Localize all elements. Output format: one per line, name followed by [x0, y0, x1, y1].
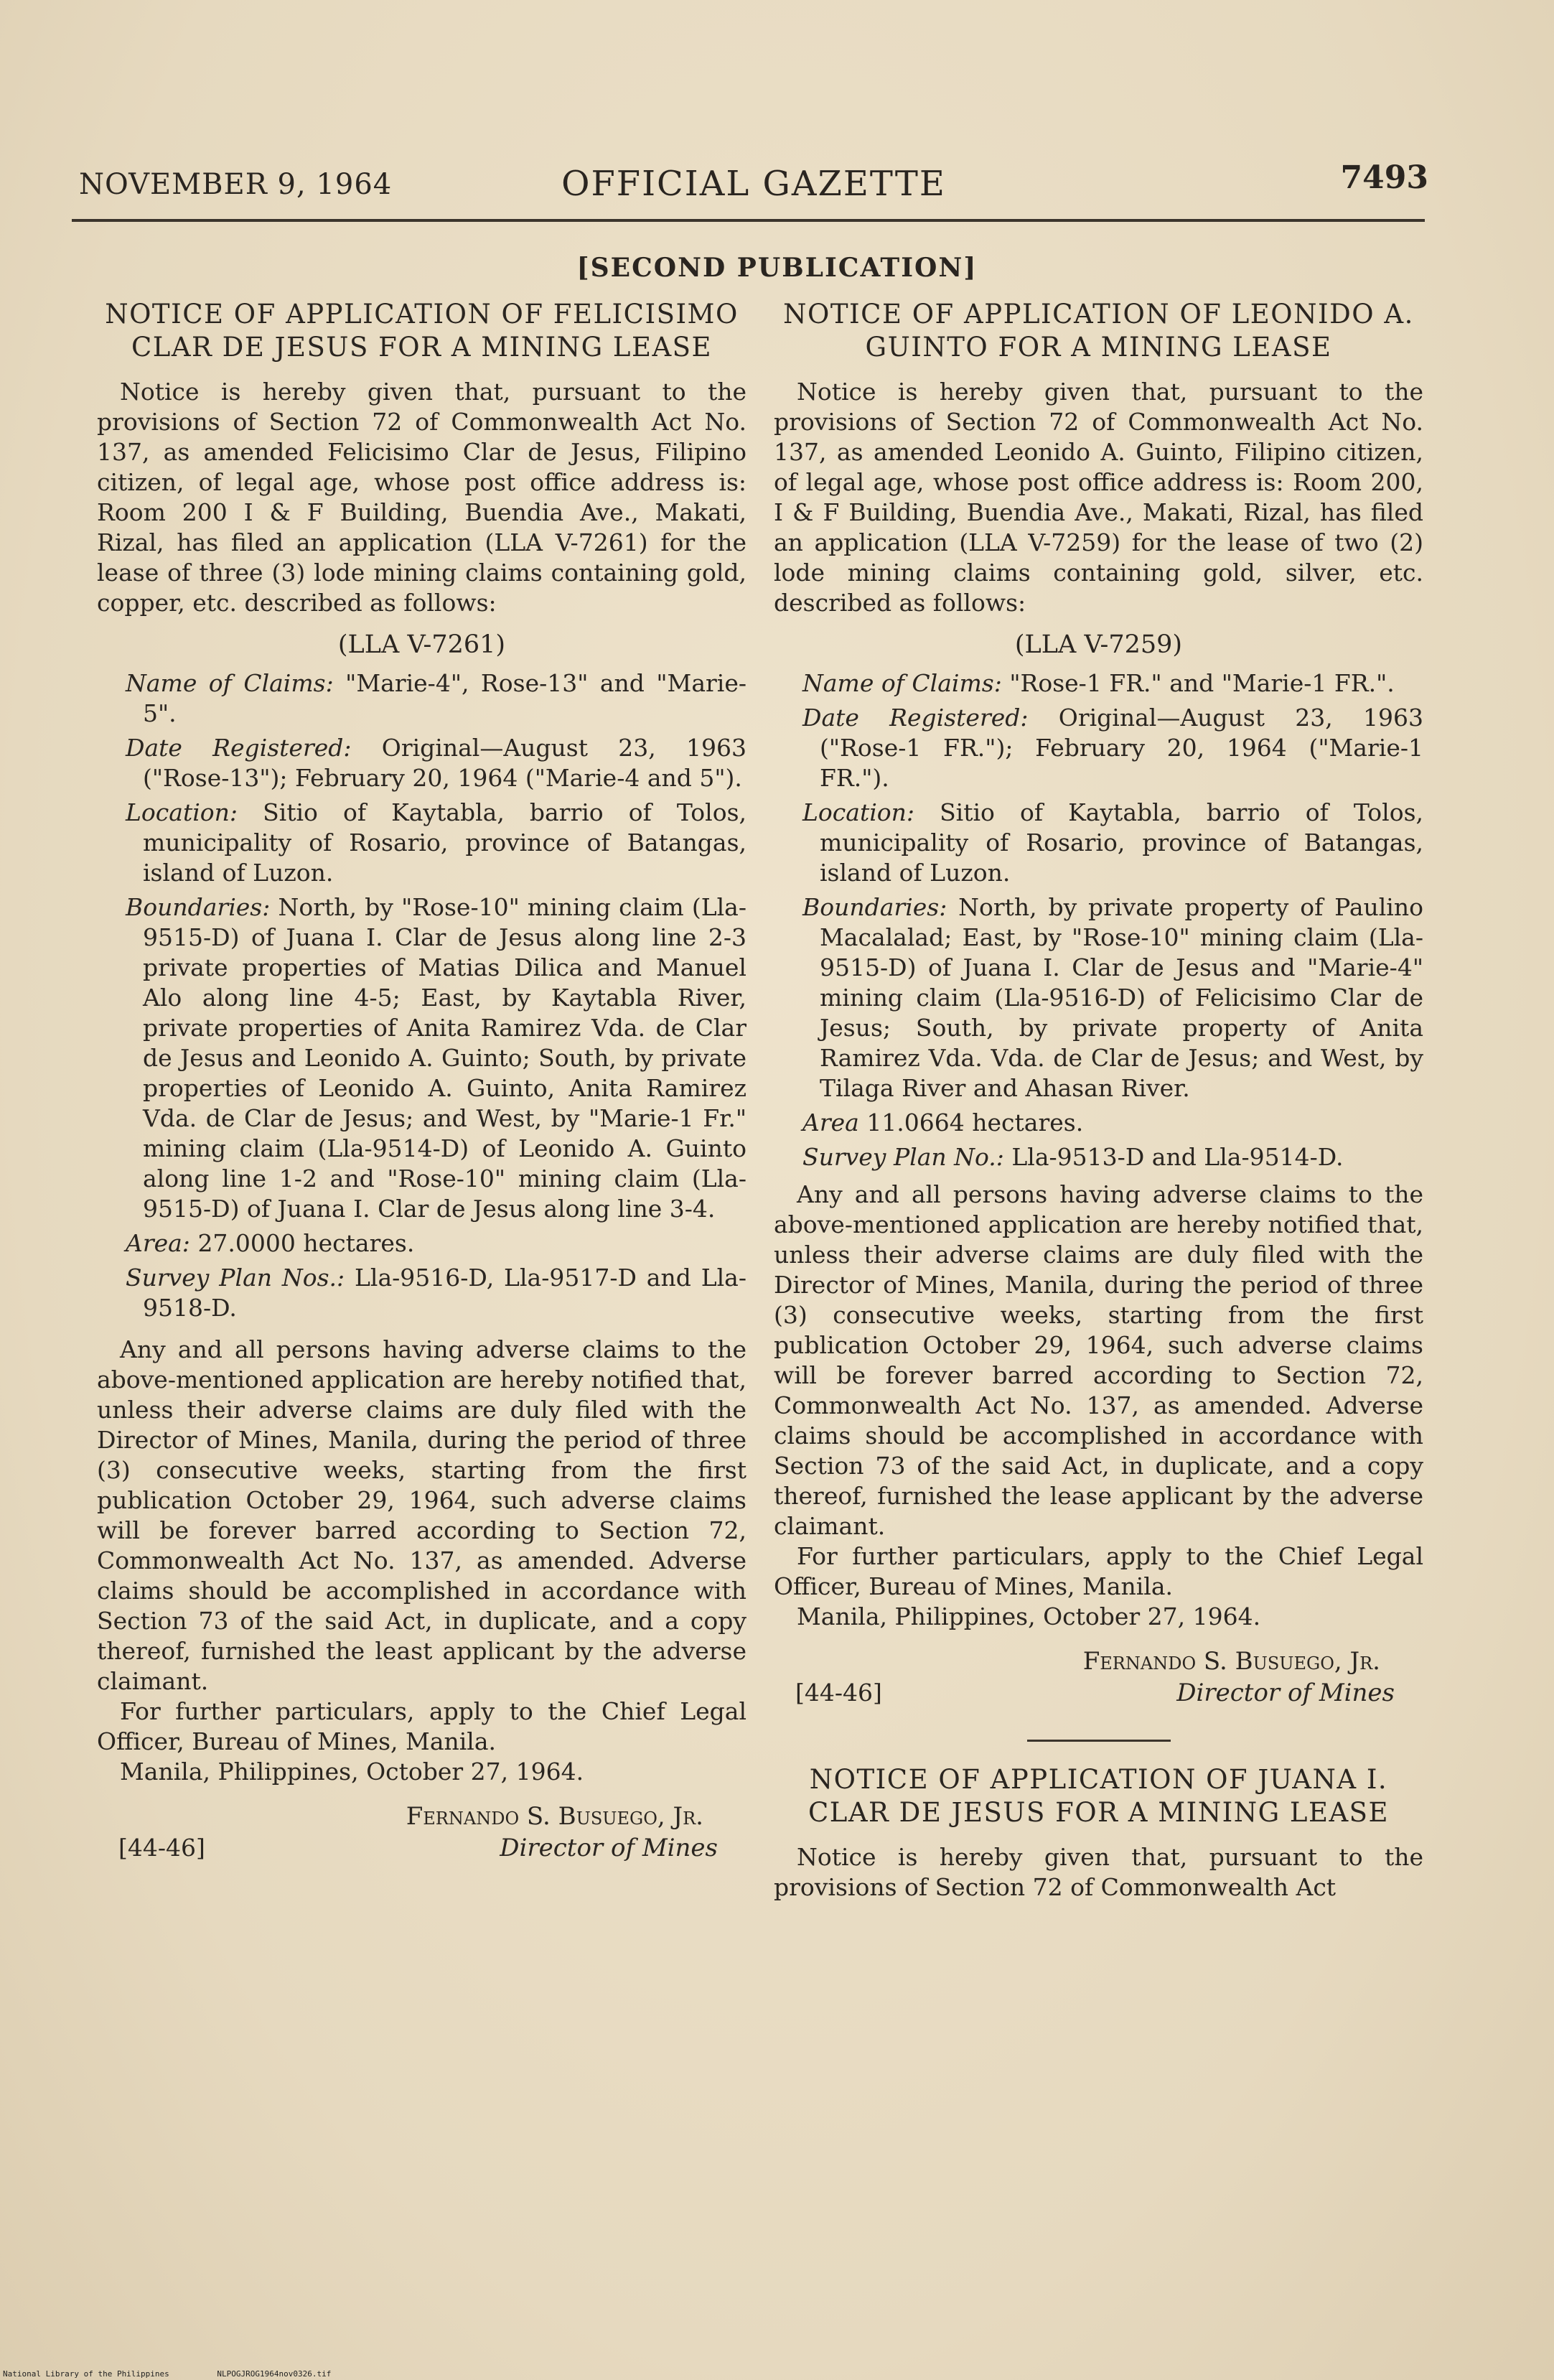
right-survey-label: Survey Plan No.: [802, 1143, 1004, 1171]
right-boundaries-item [774, 892, 1423, 1103]
left-area-value: 27.0000 hectares. [197, 1229, 415, 1257]
left-reference: [44-46] [118, 1834, 205, 1862]
section-divider [1027, 1740, 1171, 1742]
right-survey-item [774, 1142, 1423, 1172]
left-location-label: Location: [126, 798, 238, 826]
right-date-item [774, 703, 1423, 793]
right-claims-item [774, 668, 1423, 699]
left-intro: Notice is hereby given that, pursuant to the provisions of Section 72 of Commonwealth Act No. 137, as amended Felicisimo Clar de Jesus, Filipino citizen, of legal age, whose post office address is: Room 200 I & F Building, Buendia Ave., Makati, Rizal, has filed an application (LLA V-7261) for the lease of three (3) lode mining claims containing gold, copper, etc. described as follows: [97, 378, 746, 617]
right-dateline: Manila, Philippines, October 27, 1964. [797, 1602, 1261, 1630]
left-location-value: Sitio of Kaytabla, barrio of Tolos, municipality of Rosario, province of Batangas, island of Luzon. [143, 798, 747, 887]
header-date: NOVEMBER 9, 1964 [79, 168, 393, 201]
left-lla-number: (LLA V-7261) [337, 630, 506, 659]
right-notice-heading-2: NOTICE OF APPLICATION OF JUANA I. CLAR DE JESUS FOR A MINING LEASE [808, 1764, 1390, 1828]
right-date-label: Date Registered: [802, 704, 1029, 732]
left-date-value: Original—August 23, 1963 ("Rose-13"); February 20, 1964 ("Marie-4 and 5"). [143, 734, 746, 792]
footer-file: NLPOGJROG1964nov0326.tif [217, 2369, 332, 2379]
left-signature-block [97, 1801, 746, 1870]
left-notice-heading: NOTICE OF APPLICATION OF FELICISIMO CLAR DE JESUS FOR A MINING LEASE [105, 299, 739, 363]
left-date-label: Date Registered: [126, 734, 352, 762]
right-intro: Notice is hereby given that, pursuant to the provisions of Section 72 of Commonwealth Act No. 137, as amended Leonido A. Guinto, Filipino citizen, of legal age, whose post office address is: Room 200, I & F Building, Buendia Ave., Makati, Rizal, has filed an application (LLA V-7259) for the lease of two (2) lode mining claims containing gold, silver, etc. described as follows: [774, 378, 1423, 617]
left-survey-item [97, 1263, 746, 1323]
left-signer-title: Director of Mines [500, 1834, 718, 1862]
right-reference: [44-46] [795, 1679, 882, 1707]
left-survey-label: Survey Plan Nos.: [126, 1264, 345, 1292]
left-claims-value: "Marie-4", Rose-13" and "Marie-5". [143, 669, 747, 727]
right-signer-title: Director of Mines [1176, 1679, 1395, 1707]
left-dateline: Manila, Philippines, October 27, 1964. [120, 1758, 584, 1786]
right-column [774, 298, 1423, 1903]
right-boundaries-value: North, by private property of Paulino Macalalad; East, by "Rose-10" mining claim (Lla-9515-D) of Juana I. Clar de Jesus and "Marie-4" mining claim (Lla-9516-D) of Felicisimo Clar de Jesus; South, by private property of Anita Ramirez Vda. Vda. de Clar de Jesus; and West, by Tilaga River and Ahasan River. [820, 893, 1423, 1102]
right-location-label: Location: [802, 798, 914, 826]
right-location-item [774, 798, 1423, 888]
left-survey-value: Lla-9516-D, Lla-9517-D and Lla-9518-D. [143, 1264, 746, 1322]
page-header [79, 159, 1428, 210]
left-adverse-claims: Any and all persons having adverse claims to the above-mentioned application are hereby notified that, unless their adverse claims are duly filed with the Director of Mines, Manila, during the period of three (3) consecutive weeks, starting from the first publication October 29, 1964, such adverse claims will be forever barred according to Section 72, Commonwealth Act No. 137, as amended. Adverse claims should be accomplished in accordance with Section 73 of the said Act, in duplicate, and a copy thereof, furnished the least applicant by the adverse claimant. [97, 1335, 746, 1695]
left-date-item [97, 733, 746, 793]
header-rule [72, 219, 1425, 222]
publication-label: [SECOND PUBLICATION] [576, 253, 978, 283]
left-column [97, 298, 746, 1870]
right-notice-heading: NOTICE OF APPLICATION OF LEONIDO A. GUINTO FOR A MINING LEASE [783, 299, 1414, 363]
right-intro-2: Notice is hereby given that, pursuant to the provisions of Section 72 of Commonwealth Act [774, 1843, 1423, 1901]
header-page-number: 7493 [1340, 159, 1428, 196]
left-boundaries-value: North, by "Rose-10" mining claim (Lla-9515-D) of Juana I. Clar de Jesus along line 2-3 private properties of Matias Dilica and Manuel Alo along line 4-5; East, by Kaytabla River, private properties of Anita Ramirez Vda. de Clar de Jesus and Leonido A. Guinto; South, by private properties of Leonido A. Guinto, Anita Ramirez Vda. de Clar de Jesus; and West, by "Marie-1 Fr." mining claim (Lla-9514-D) of Leonido A. Guinto along line 1-2 and "Rose-10" mining claim (Lla-9515-D) of Juana I. Clar de Jesus along line 3-4. [143, 893, 746, 1223]
left-location-item [97, 798, 746, 888]
header-title: OFFICIAL GAZETTE [561, 164, 946, 204]
right-adverse-claims: Any and all persons having adverse claims to the above-mentioned application are hereby notified that, unless their adverse claims are duly filed with the Director of Mines, Manila, during the period of three (3) consecutive weeks, starting from the first publication October 29, 1964, such adverse claims will be forever barred according to Section 72, Commonwealth Act No. 137, as amended. Adverse claims should be accomplished in accordance with Section 73 of the said Act, in duplicate, and a copy thereof, furnished the lease applicant by the adverse claimant. [774, 1180, 1423, 1540]
right-survey-value: Lla-9513-D and Lla-9514-D. [1011, 1143, 1344, 1171]
right-date-value: Original—August 23, 1963 ("Rose-1 FR."); February 20, 1964 ("Marie-1 FR."). [820, 704, 1423, 792]
left-area-label: Area: [126, 1229, 190, 1257]
left-boundaries-label: Boundaries: [126, 893, 271, 921]
left-claims-item [97, 668, 746, 729]
right-claims-value: "Rose-1 FR." and "Marie-1 FR.". [1009, 669, 1395, 697]
left-claims-label: Name of Claims: [126, 669, 334, 697]
scan-footer [3, 2369, 374, 2379]
right-location-value: Sitio of Kaytabla, barrio of Tolos, municipality of Rosario, province of Batangas, island of Luzon. [820, 798, 1424, 887]
right-lla-number: (LLA V-7259) [1014, 630, 1183, 659]
left-further-particulars: For further particulars, apply to the Chief Legal Officer, Bureau of Mines, Manila. [97, 1697, 746, 1755]
right-signature-block [774, 1646, 1423, 1715]
left-signer-name: Fernando S. Busuego, Jr. [406, 1802, 703, 1831]
footer-library: National Library of the Philippines [3, 2369, 169, 2379]
right-further-particulars: For further particulars, apply to the Chief Legal Officer, Bureau of Mines, Manila. [774, 1542, 1423, 1600]
right-claims-label: Name of Claims: [802, 669, 1002, 697]
right-area-label: Area [802, 1109, 859, 1137]
right-signer-name: Fernando S. Busuego, Jr. [1082, 1647, 1380, 1676]
right-boundaries-label: Boundaries: [802, 893, 947, 921]
right-area-item [774, 1108, 1423, 1138]
right-area-value: 11.0664 hectares. [866, 1109, 1084, 1137]
left-area-item [97, 1228, 746, 1259]
left-boundaries-item [97, 892, 746, 1224]
